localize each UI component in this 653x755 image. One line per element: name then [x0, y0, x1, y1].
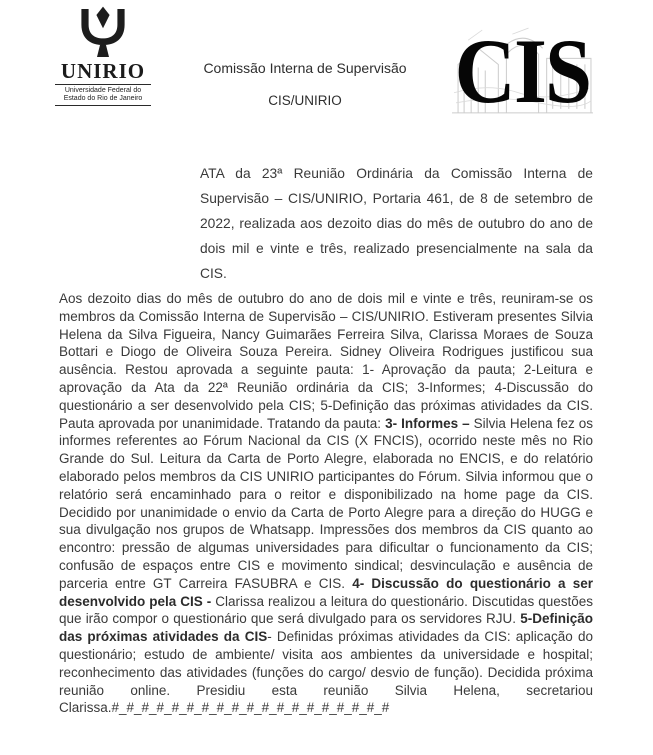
- committee-title: Comissão Interna de Supervisão: [203, 60, 407, 76]
- committee-subtitle: CIS/UNIRIO: [268, 93, 342, 108]
- body-paragraph: [59, 290, 593, 717]
- unirio-subtitle-line2: Estado do Rio de Janeiro: [63, 95, 143, 102]
- body-run: Aos dezoito dias do mês de outubro do ano de dois mil e vinte e três, reuniram-se os membros da Comissão Interna de Supervisão – CIS/UNIRIO. Estiveram presentes Silvia Helena da Silva Figueira, Nancy Guimarães Ferreira Silva, Clarissa Moraes de Souza Bottari e Diogo de Oliveira Souza Pereira. Sidney Oliveira Rodrigues justificou sua ausência. Restou aprovada a seguinte pauta: 1- Aprovação da pauta; 2-Leitura e aprovação da Ata da 22ª Reunião ordinária da CIS; 3-Informes; 4-Discussão do questionário a ser desenvolvido pela CIS; 5-Definição das próximas atividades da CIS. Pauta aprovada por unanimidade. Tratando da pauta:: [59, 291, 593, 431]
- cis-logo-text: CIS: [454, 22, 591, 120]
- unirio-subtitle: [55, 84, 151, 106]
- body-run: Clarissa realizou a leitura do questionário. Discutidas questões que irão compor o questionário que será divulgado para os servidores RJU.: [59, 593, 593, 627]
- unirio-wordmark: UNIRIO: [60, 59, 146, 83]
- body-run-informes-heading: 3- Informes –: [385, 415, 474, 431]
- body-run: Silvia Helena fez os informes referentes ao Fórum Nacional da CIS (X FNCIS), ocorrido neste mês no Rio Grande do Sul. Leitura da Carta de Porto Alegre, elaborada no ENCIS, e do relatório elaborado pelos membros da CIS UNIRIO participantes do Fórum. Silvia informou que o relatório será encaminhado para o reitor e disponibilizado na home page da CIS. Decidido por unanimidade o envio da Carta de Porto Alegre para a direção do HUGG e sua divulgação nos grupos de Whatsapp. Impressões dos membros da CIS quanto ao encontro: pressão de algumas universidades para dificultar o funcionamento da CIS; confusão de espaços entre CIS e movimento sindical; desvinculação e ausência de parceria entre GT Carreira FASUBRA e CIS.: [59, 415, 593, 591]
- preamble-paragraph: ATA da 23ª Reunião Ordinária da Comissão Interna de Supervisão – CIS/UNIRIO, Portaria 461, de 8 de setembro de 2022, realizada aos dezoito dias do mês de outubro do ano de dois mil e vinte e três, realizado presencialmente na sala da CIS.: [200, 166, 593, 281]
- body-run: - Definidas próximas atividades da CIS: aplicação do questionário; estudo de ambiente/ visita aos ambientes da universidade e hospital; reconhecimento das atividades (funções do cargo/ desvio de função). Decidida próxima reunião online. Presidiu esta reunião Silvia Helena, secretariou Clarissa.#_#_#_#_#_#_#_#_#_#_#_#_#_#_#_#_#_#_#: [59, 629, 593, 716]
- body-run-questionario-heading: 4- Discussão do questionário a ser desenvolvido pela CIS -: [59, 575, 593, 609]
- cis-logo: [448, 22, 597, 120]
- body-run-atividades-heading: 5-Definição das próximas atividades da CIS: [59, 611, 593, 645]
- unirio-subtitle-line1: Universidade Federal do: [64, 87, 142, 94]
- unirio-emblem-icon: [73, 6, 133, 60]
- header-titles: [160, 60, 450, 108]
- unirio-logo: [46, 6, 160, 106]
